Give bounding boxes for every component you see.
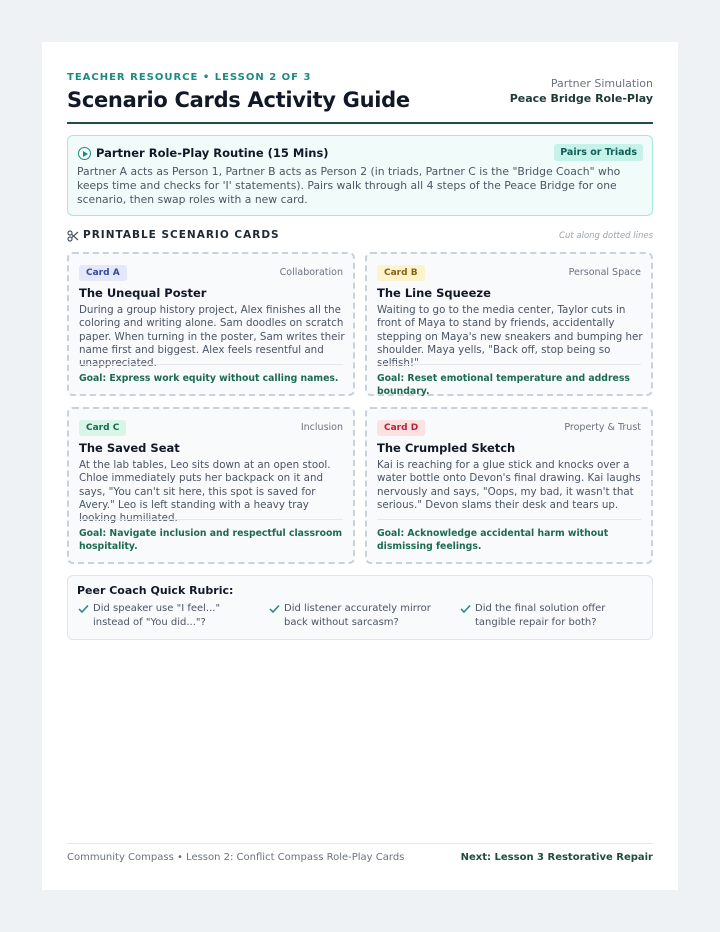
header-activity-name: Peace Bridge Role-Play — [509, 92, 653, 105]
header-meta — [510, 77, 653, 105]
page-title: Scenario Cards Activity Guide — [67, 88, 410, 112]
card-title: The Line Squeeze — [377, 286, 491, 300]
rubric-item — [77, 602, 257, 629]
card-scenario-text: Kai is reaching for a glue stick and knocks over a water bottle onto Devon's final drawing. Kai laughs nervously and says, "Oops, my bad, it wasn't that serious." Devon slams their desk and tears up. — [377, 459, 641, 511]
card-goal: Goal: Navigate inclusion and respectful classroom hospitality. — [79, 519, 343, 553]
footer-course-info: Community Compass • Lesson 2: Conflict Compass Role-Play Cards — [67, 852, 405, 863]
card-tag: Card A — [79, 265, 127, 281]
cut-instruction: Cut along dotted lines — [559, 231, 653, 241]
page-content — [67, 72, 653, 640]
card-category: Inclusion — [300, 422, 343, 433]
card-category: Property & Trust — [564, 422, 641, 433]
card-category: Personal Space — [568, 267, 641, 278]
scenario-card — [365, 252, 653, 396]
card-goal: Goal: Reset emotional temperature and address boundary. — [377, 364, 641, 398]
scenario-card — [67, 252, 355, 396]
rubric-item — [268, 602, 448, 629]
card-tag: Card C — [79, 420, 126, 436]
page-footer — [67, 843, 653, 873]
header-subtitle: Partner Simulation — [550, 77, 653, 90]
rubric-item-text: Did speaker use "I feel..." instead of "You did..."? — [93, 603, 221, 628]
rubric-item — [459, 602, 639, 629]
document-page — [42, 42, 678, 890]
cards-section-header — [67, 228, 653, 246]
peer-coach-rubric — [67, 575, 653, 640]
card-scenario-text: During a group history project, Alex finishes all the coloring and writing alone. Sam doodles on scratch paper. When turning in the poster, Sam writes their name first and biggest. Alex feels resentful and unappreciated. — [79, 304, 345, 370]
rubric-title: Peer Coach Quick Rubric: — [77, 584, 234, 597]
card-tag: Card B — [377, 265, 425, 281]
routine-title: Partner Role-Play Routine (15 Mins) — [96, 146, 329, 160]
routine-callout — [67, 135, 653, 216]
scissors-icon — [67, 230, 79, 242]
next-lesson-link[interactable]: Next: Lesson 3 Restorative Repair — [460, 852, 653, 863]
check-icon — [460, 604, 471, 614]
card-tag: Card D — [377, 420, 425, 436]
cards-section-title: PRINTABLE SCENARIO CARDS — [83, 229, 280, 241]
card-category: Collaboration — [279, 267, 343, 278]
card-title: The Crumpled Sketch — [377, 441, 516, 455]
card-title: The Unequal Poster — [79, 286, 207, 300]
scenario-card — [365, 407, 653, 564]
page-header — [67, 72, 653, 124]
rubric-item-text: Did the final solution offer tangible repair for both? — [475, 603, 606, 628]
lesson-eyebrow: TEACHER RESOURCE • LESSON 2 OF 3 — [67, 72, 312, 83]
scenario-card — [67, 407, 355, 564]
check-icon — [78, 604, 89, 614]
card-title: The Saved Seat — [79, 441, 180, 455]
group-size-badge: Pairs or Triads — [554, 144, 643, 161]
scenario-card-grid — [67, 252, 653, 564]
card-goal: Goal: Acknowledge accidental harm without dismissing feelings. — [377, 519, 641, 553]
routine-description: Partner A acts as Person 1, Partner B acts as Person 2 (in triads, Partner C is the "Bridge Coach" who keeps time and checks for 'I' statements). Pairs walk through all 4 steps of the Peace Bridge for one scenario, then swap roles with a new card. — [77, 165, 621, 206]
card-scenario-text: At the lab tables, Leo sits down at an open stool. Chloe immediately puts her backpack on it and says, "You can't sit here, this spot is saved for Avery." Leo is left standing with a heavy tray looking humiliated. — [79, 459, 331, 525]
play-circle-icon — [78, 147, 91, 160]
card-goal: Goal: Express work equity without calling names. — [79, 364, 343, 385]
check-icon — [269, 604, 280, 614]
rubric-item-text: Did listener accurately mirror back without sarcasm? — [284, 603, 431, 628]
card-scenario-text: Waiting to go to the media center, Taylor cuts in front of Maya to stand by friends, accidentally stepping on Maya's new sneakers and bumping her shoulder. Maya yells, "Back off, stop being so selfish!" — [377, 304, 643, 370]
